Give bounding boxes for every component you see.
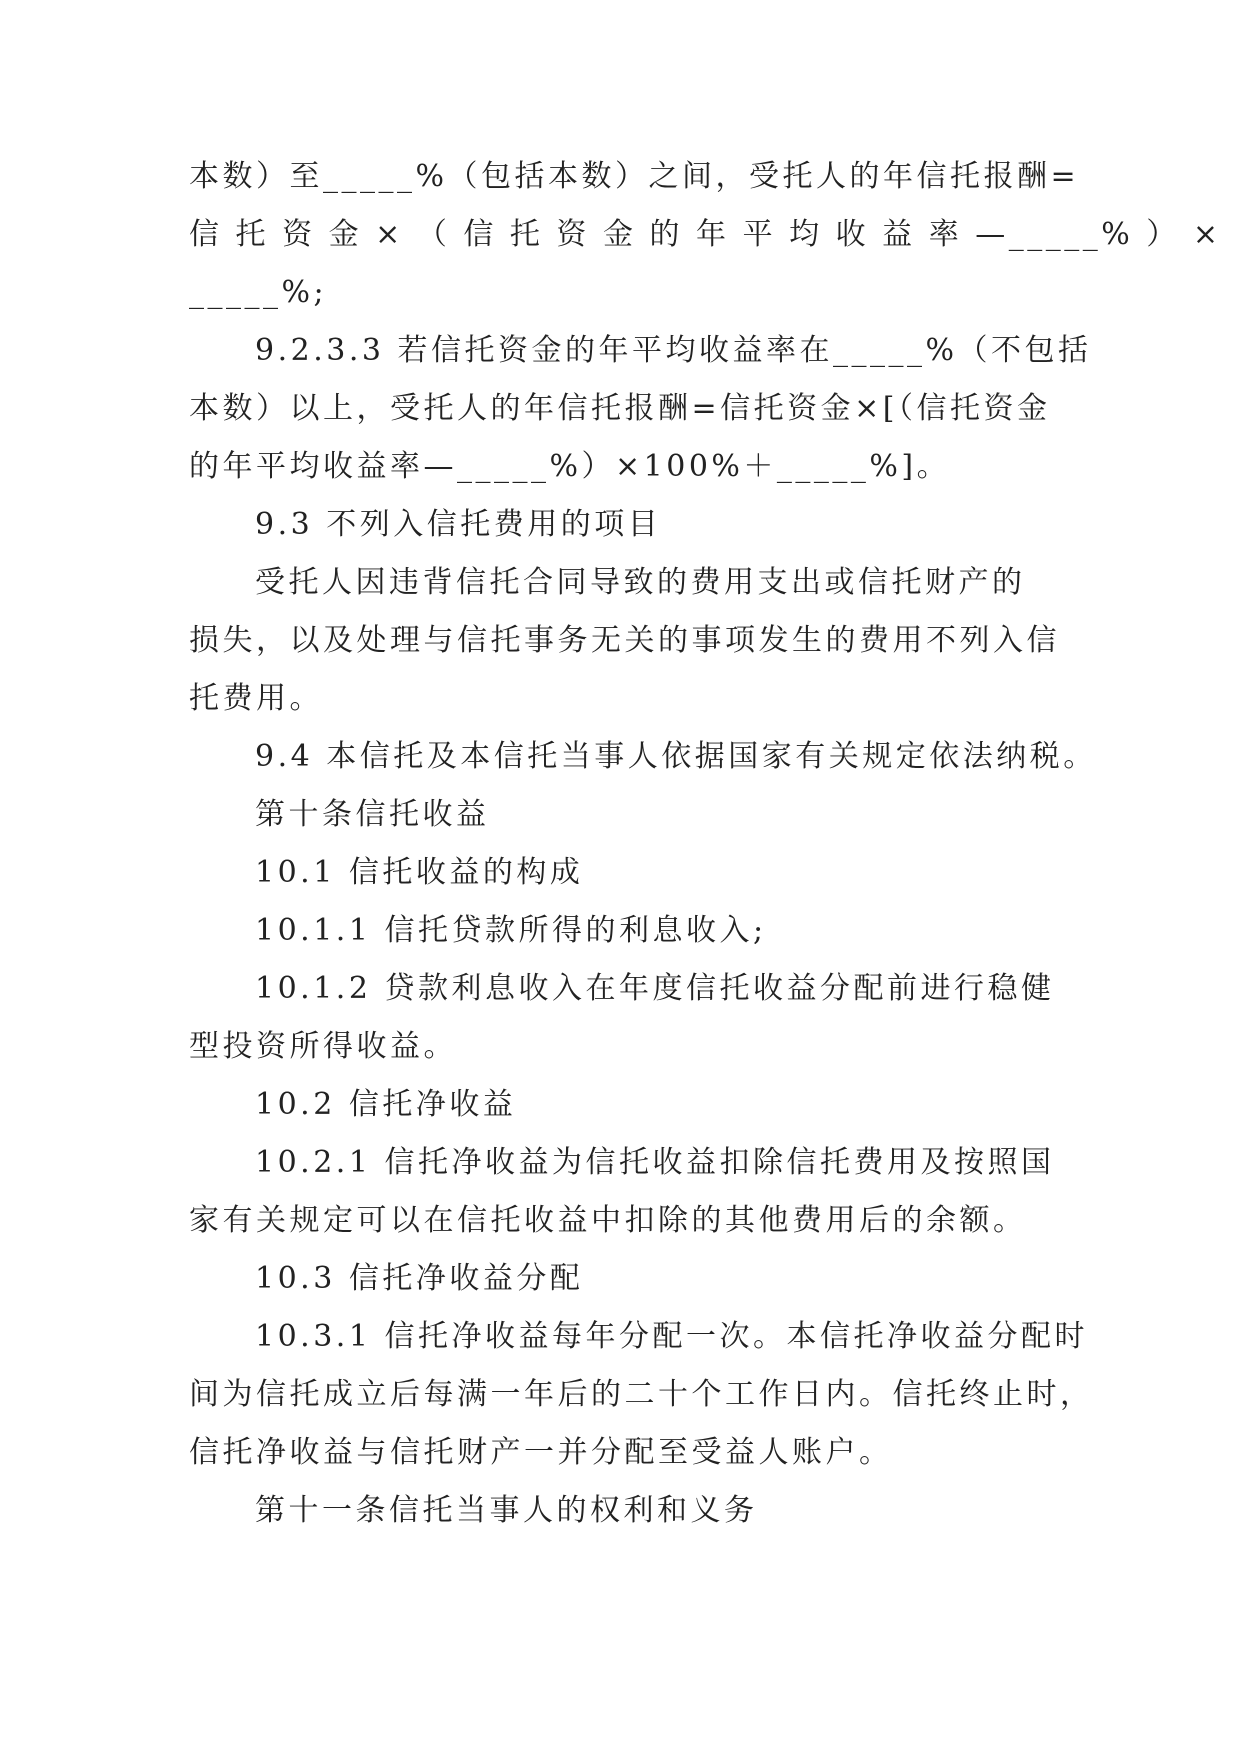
section-heading-10-3: 10.3 信托净收益分配 <box>255 1261 584 1296</box>
text-line-6: 的年平均收益率—_____%）×100%＋_____%]。 <box>189 449 951 484</box>
text-line-14: 10.1.1 信托贷款所得的利息收入; <box>255 913 767 948</box>
section-heading-10-2: 10.2 信托净收益 <box>255 1087 517 1122</box>
text-line-1: 本数）至_____%（包括本数）之间，受托人的年信托报酬= <box>189 159 1080 194</box>
text-line-9: 损失，以及处理与信托事务无关的事项发生的费用不列入信 <box>189 623 1060 658</box>
article-heading-11: 第十一条信托当事人的权利和义务 <box>255 1493 758 1528</box>
text-line-2: 信 托 资 金 × （ 信 托 资 金 的 年 平 均 收 益 率 —_____% ） × <box>189 217 1222 252</box>
section-heading-9-3: 9.3 不列入信托费用的项目 <box>255 507 662 542</box>
text-line-22: 间为信托成立后每满一年后的二十个工作日内。信托终止时， <box>189 1377 1094 1412</box>
text-line-3: _____%; <box>189 275 328 310</box>
text-line-23: 信托净收益与信托财产一并分配至受益人账户。 <box>189 1435 893 1470</box>
text-line-19: 家有关规定可以在信托收益中扣除的其他费用后的余额。 <box>189 1203 1027 1238</box>
text-line-21: 10.3.1 信托净收益每年分配一次。本信托净收益分配时 <box>255 1319 1088 1354</box>
text-line-11: 9.4 本信托及本信托当事人依据国家有关规定依法纳税。 <box>255 739 1097 774</box>
text-line-5: 本数）以上，受托人的年信托报酬=信托资金×[（信托资金 <box>189 391 1051 426</box>
article-heading-10: 第十条信托收益 <box>255 797 490 832</box>
text-line-18: 10.2.1 信托净收益为信托收益扣除信托费用及按照国 <box>255 1145 1055 1180</box>
text-line-4: 9.2.3.3 若信托资金的年平均收益率在_____%（不包括 <box>255 333 1092 368</box>
text-line-16: 型投资所得收益。 <box>189 1029 457 1064</box>
section-heading-10-1: 10.1 信托收益的构成 <box>255 855 584 890</box>
text-line-10: 托费用。 <box>189 681 323 716</box>
text-line-8: 受托人因违背信托合同导致的费用支出或信托财产的 <box>255 565 1026 600</box>
text-line-15: 10.1.2 贷款利息收入在年度信托收益分配前进行稳健 <box>255 971 1055 1006</box>
